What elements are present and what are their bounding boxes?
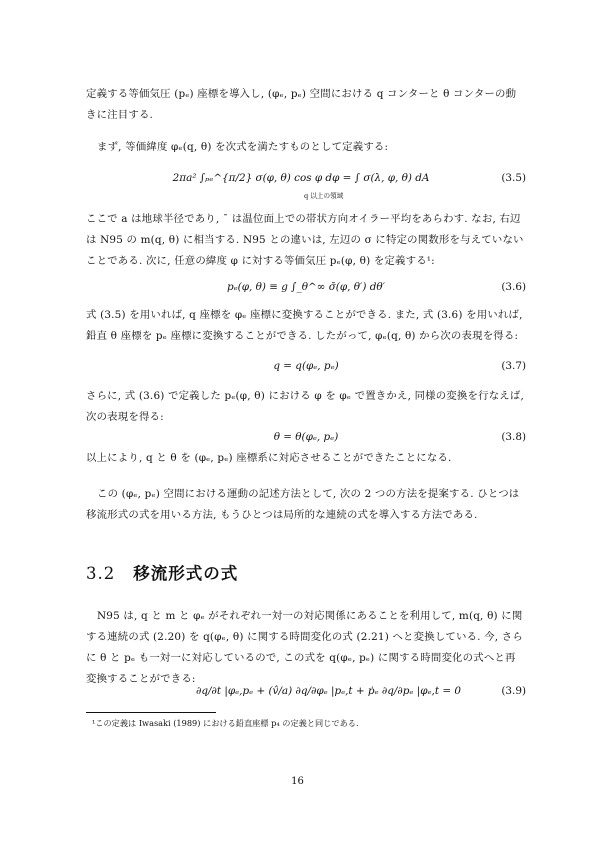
paragraph-8: N95 は, q と m と φₑ がそれぞれ一対一の対応関係にあることを利用して, m(q, θ) に関する連続の式 (2.20) を q(φₑ, θ) に関する時間変化の式 (2.21) へと変換している. 今, さらに θ と pₑ も一対一に対応しているので, この式を q(φₑ, pₑ) に関する時間変化の式へと再変換することができる:	[86, 610, 523, 685]
equation-number: (3.7)	[501, 360, 526, 372]
equation-3-5	[86, 172, 526, 202]
equation-3-5-subscript: q 以上の領域	[304, 192, 344, 200]
paragraph-2: まず, 等価緯度 φₑ(q, θ) を次式を満たすものとして定義する:	[97, 141, 389, 153]
paragraph-1: 定義する等価気圧 (pₑ) 座標を導入し, (φₑ, pₑ) 空間における q コンターと θ コンターの動きに注目する.	[86, 88, 517, 121]
equation-number: (3.9)	[501, 685, 526, 697]
equation-number: (3.5)	[501, 172, 526, 184]
paragraph-7: この (φₑ, pₑ) 空間における運動の記述方法として, 次の 2 つの方法を提案する. ひとつは移流形式の式を用いる方法, もうひとつは局所的な連続の式を導入する方法である.	[86, 488, 520, 521]
page-number: 16	[291, 776, 304, 787]
paragraph-3: ここで a は地球半径であり, ¯ は温位面上での帯状方向オイラー平均をあらわす. なお, 右辺は N95 の m(q, θ) に相当する. N95 との違いは, 左辺の σ に特定の関数形を与えていないことである. 次に, 任意の緯度 φ に対する等価気圧 pₑ(φ, θ) を定義する¹:	[86, 213, 524, 267]
equation-3-9-body: ∂q/∂t |φₑ,pₑ + (v̂/a) ∂q/∂φₑ |pₑ,t + ṗₑ ∂q/∂pₑ |φₑ,t = 0	[196, 685, 461, 697]
section-heading	[86, 560, 238, 584]
equation-3-5-body: 2πa² ∫ₚₑ^{π/2} σ(φ, θ) cos φ dφ = ∫ σ(λ, φ, θ) dA	[172, 172, 430, 184]
equation-number: (3.6)	[501, 281, 526, 293]
equation-3-6-body: pₑ(φ, θ) ≡ g ∫_θ^∞ σ̄(φ, θ′) dθ′	[227, 281, 385, 293]
paragraph-5: さらに, 式 (3.6) で定義した pₑ(φ, θ) における φ を φₑ で置きかえ, 同様の変換を行なえば, 次の表現を得る:	[86, 390, 524, 423]
equation-number: (3.8)	[501, 431, 526, 443]
section-number: 3.2	[86, 564, 116, 583]
paragraph-6: 以上により, q と θ を (φₑ, pₑ) 座標系に対応させることができたことになる.	[86, 452, 452, 464]
section-title: 移流形式の式	[133, 564, 239, 583]
footnote-rule	[86, 712, 216, 713]
footnote: ¹この定義は Iwasaki (1989) における鉛直座標 p₄ の定義と同じである.	[92, 718, 359, 728]
equation-3-7-body: q = q(φₑ, pₑ)	[273, 360, 339, 372]
paragraph-4: 式 (3.5) を用いれば, q 座標を φₑ 座標に変換することができる. また, 式 (3.6) を用いれば, 鉛直 θ 座標を pₑ 座標に変換することができる. したがって, φₑ(q, θ) から次の表現を得る:	[86, 309, 523, 342]
equation-3-8-body: θ = θ(φₑ, pₑ)	[273, 431, 339, 443]
